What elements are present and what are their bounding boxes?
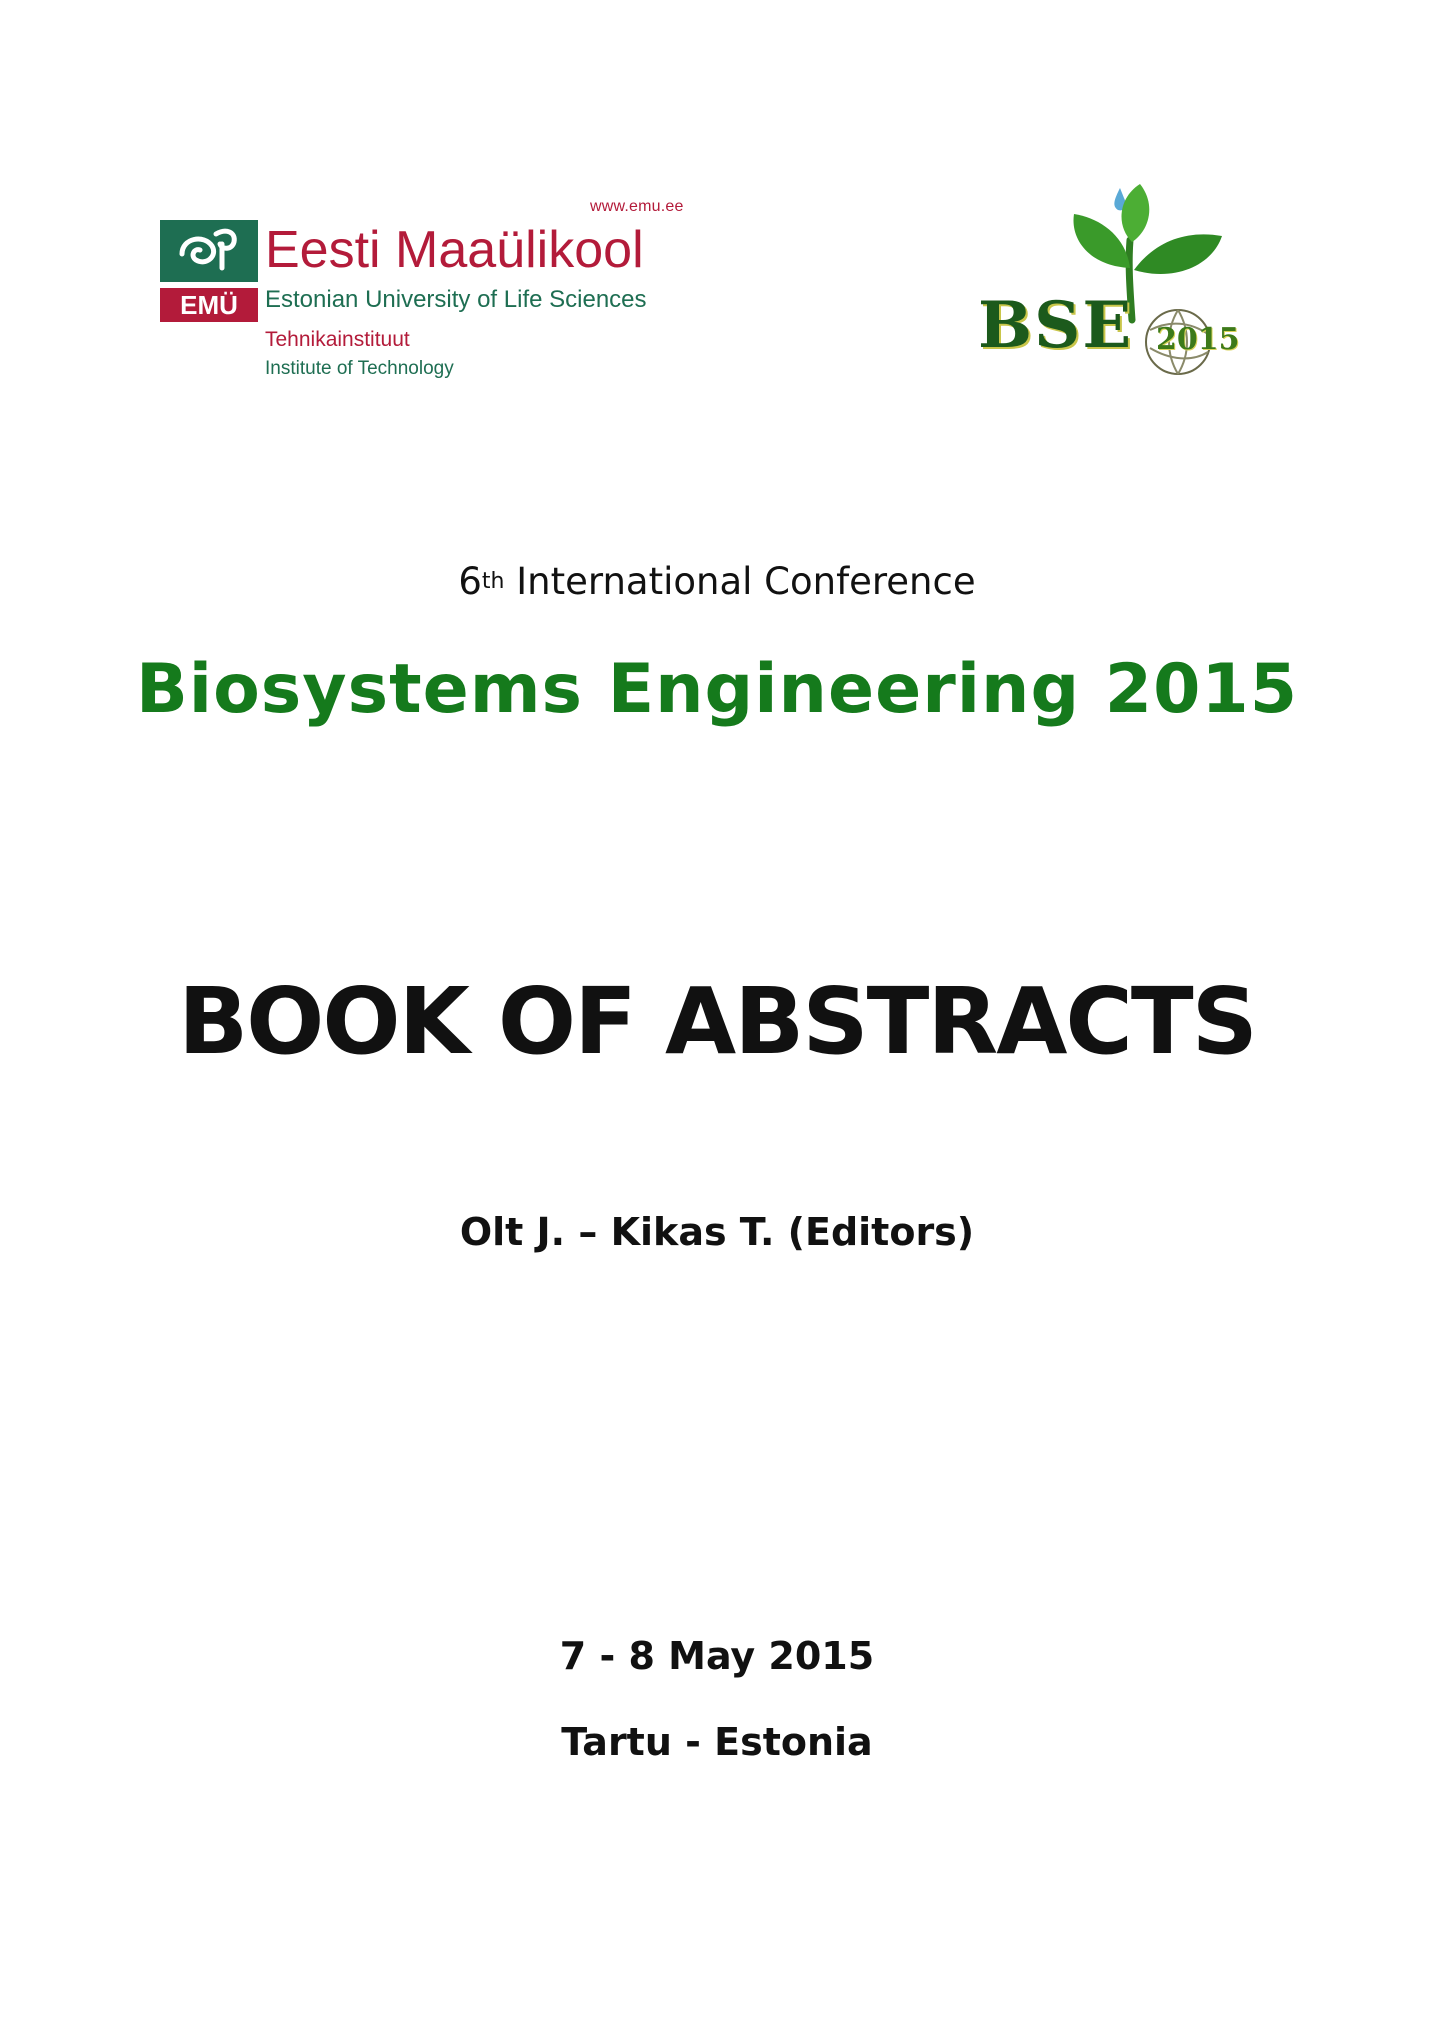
emu-emblem-icon	[160, 220, 258, 322]
bse-year: 2015	[1156, 322, 1240, 357]
emu-name-et: Eesti Maaülikool	[265, 221, 644, 279]
conference-label: International Conference	[516, 560, 976, 603]
editors-line: Olt J. – Kikas T. (Editors)	[459, 1210, 975, 1254]
emu-url: www.emu.ee	[590, 198, 684, 215]
emu-institute-en: Institute of Technology	[265, 358, 454, 379]
conference-dates: 7 - 8 May 2015	[559, 1634, 875, 1678]
emu-mark-text: EMÜ	[180, 290, 238, 320]
bse-text: BSE	[978, 288, 1134, 363]
emu-logo	[160, 190, 720, 390]
conference-title: Biosystems Engineering 2015	[135, 650, 1299, 729]
conference-edition	[0, 560, 1434, 603]
emu-institute-et: Tehnikainstituut	[265, 328, 410, 351]
conference-ordinal: 6	[458, 560, 482, 603]
conference-place: Tartu - Estonia	[561, 1720, 873, 1764]
document-title: BOOK OF ABSTRACTS	[178, 968, 1256, 1075]
conference-ordinal-suffix: th	[481, 569, 505, 594]
emu-name-en: Estonian University of Life Sciences	[265, 286, 647, 313]
bse-logo	[960, 170, 1270, 390]
